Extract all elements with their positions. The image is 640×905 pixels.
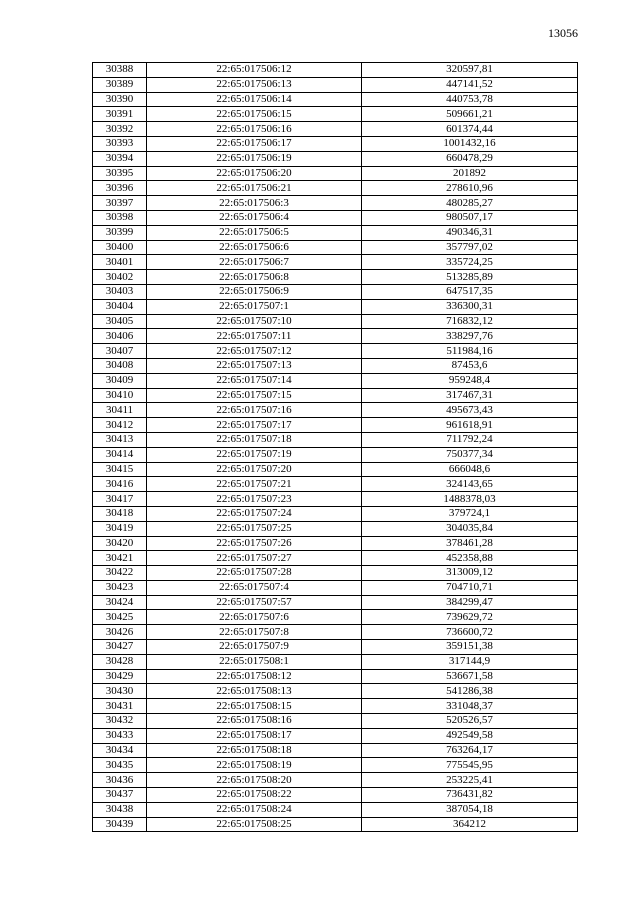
cadastral-number-cell: 22:65:017508:12 [147, 669, 362, 684]
table-body [93, 63, 578, 832]
cadastral-number-cell: 22:65:017507:12 [147, 344, 362, 359]
cadastral-number-cell: 22:65:017507:21 [147, 477, 362, 492]
table-row [93, 506, 578, 521]
value-cell: 359151,38 [362, 640, 578, 655]
table-row [93, 92, 578, 107]
row-index-cell: 30416 [93, 477, 147, 492]
value-cell: 647517,35 [362, 284, 578, 299]
value-cell: 492549,58 [362, 728, 578, 743]
value-cell: 541286,38 [362, 684, 578, 699]
table-row [93, 373, 578, 388]
cadastral-number-cell: 22:65:017508:13 [147, 684, 362, 699]
row-index-cell: 30437 [93, 788, 147, 803]
table-row [93, 314, 578, 329]
cadastral-number-cell: 22:65:017506:8 [147, 270, 362, 285]
value-cell: 509661,21 [362, 107, 578, 122]
value-cell: 324143,65 [362, 477, 578, 492]
table-row [93, 240, 578, 255]
row-index-cell: 30409 [93, 373, 147, 388]
row-index-cell: 30434 [93, 743, 147, 758]
value-cell: 440753,78 [362, 92, 578, 107]
cadastral-number-cell: 22:65:017507:20 [147, 462, 362, 477]
row-index-cell: 30418 [93, 506, 147, 521]
row-index-cell: 30430 [93, 684, 147, 699]
table-row [93, 492, 578, 507]
row-index-cell: 30411 [93, 403, 147, 418]
table-row [93, 210, 578, 225]
table-row [93, 566, 578, 581]
cadastral-number-cell: 22:65:017507:15 [147, 388, 362, 403]
row-index-cell: 30429 [93, 669, 147, 684]
row-index-cell: 30403 [93, 284, 147, 299]
cadastral-number-cell: 22:65:017506:17 [147, 136, 362, 151]
cadastral-number-cell: 22:65:017507:26 [147, 536, 362, 551]
row-index-cell: 30390 [93, 92, 147, 107]
table-row [93, 521, 578, 536]
row-index-cell: 30388 [93, 63, 147, 78]
cadastral-number-cell: 22:65:017506:12 [147, 63, 362, 78]
cadastral-number-cell: 22:65:017508:25 [147, 817, 362, 832]
value-cell: 775545,95 [362, 758, 578, 773]
row-index-cell: 30413 [93, 432, 147, 447]
value-cell: 447141,52 [362, 77, 578, 92]
row-index-cell: 30392 [93, 122, 147, 137]
row-index-cell: 30389 [93, 77, 147, 92]
cadastral-number-cell: 22:65:017508:1 [147, 654, 362, 669]
value-cell: 378461,28 [362, 536, 578, 551]
table-row [93, 403, 578, 418]
value-cell: 750377,34 [362, 447, 578, 462]
table-row [93, 63, 578, 78]
row-index-cell: 30399 [93, 225, 147, 240]
row-index-cell: 30414 [93, 447, 147, 462]
value-cell: 1001432,16 [362, 136, 578, 151]
row-index-cell: 30400 [93, 240, 147, 255]
table-row [93, 77, 578, 92]
cadastral-number-cell: 22:65:017507:13 [147, 358, 362, 373]
value-cell: 736431,82 [362, 788, 578, 803]
cadastral-number-cell: 22:65:017506:4 [147, 210, 362, 225]
row-index-cell: 30398 [93, 210, 147, 225]
table-row [93, 743, 578, 758]
cadastral-number-cell: 22:65:017506:9 [147, 284, 362, 299]
row-index-cell: 30431 [93, 699, 147, 714]
table-row [93, 580, 578, 595]
table-row [93, 181, 578, 196]
table-row [93, 477, 578, 492]
value-cell: 335724,25 [362, 255, 578, 270]
table-row [93, 817, 578, 832]
value-cell: 536671,58 [362, 669, 578, 684]
table-row [93, 714, 578, 729]
row-index-cell: 30439 [93, 817, 147, 832]
value-cell: 480285,27 [362, 196, 578, 211]
value-cell: 961618,91 [362, 418, 578, 433]
row-index-cell: 30424 [93, 595, 147, 610]
value-cell: 666048,6 [362, 462, 578, 477]
value-cell: 364212 [362, 817, 578, 832]
value-cell: 736600,72 [362, 625, 578, 640]
table-row [93, 625, 578, 640]
cadastral-number-cell: 22:65:017506:16 [147, 122, 362, 137]
row-index-cell: 30417 [93, 492, 147, 507]
table-row [93, 640, 578, 655]
row-index-cell: 30395 [93, 166, 147, 181]
cadastral-number-cell: 22:65:017507:28 [147, 566, 362, 581]
row-index-cell: 30394 [93, 151, 147, 166]
value-cell: 490346,31 [362, 225, 578, 240]
page-number: 13056 [548, 26, 578, 40]
cadastral-number-cell: 22:65:017507:57 [147, 595, 362, 610]
table-row [93, 299, 578, 314]
cadastral-number-cell: 22:65:017506:20 [147, 166, 362, 181]
table-row [93, 610, 578, 625]
cadastral-number-cell: 22:65:017507:16 [147, 403, 362, 418]
table-row [93, 418, 578, 433]
table-row [93, 225, 578, 240]
value-cell: 495673,43 [362, 403, 578, 418]
row-index-cell: 30412 [93, 418, 147, 433]
row-index-cell: 30426 [93, 625, 147, 640]
value-cell: 87453,6 [362, 358, 578, 373]
value-cell: 511984,16 [362, 344, 578, 359]
value-cell: 387054,18 [362, 802, 578, 817]
cadastral-number-cell: 22:65:017506:21 [147, 181, 362, 196]
cadastral-number-cell: 22:65:017507:25 [147, 521, 362, 536]
cadastral-number-cell: 22:65:017508:15 [147, 699, 362, 714]
value-cell: 704710,71 [362, 580, 578, 595]
cadastral-number-cell: 22:65:017507:14 [147, 373, 362, 388]
cadastral-number-cell: 22:65:017506:3 [147, 196, 362, 211]
row-index-cell: 30401 [93, 255, 147, 270]
value-cell: 338297,76 [362, 329, 578, 344]
value-cell: 331048,37 [362, 699, 578, 714]
cadastral-number-cell: 22:65:017508:22 [147, 788, 362, 803]
table-row [93, 551, 578, 566]
cadastral-number-cell: 22:65:017507:18 [147, 432, 362, 447]
table-row [93, 136, 578, 151]
row-index-cell: 30410 [93, 388, 147, 403]
row-index-cell: 30393 [93, 136, 147, 151]
cadastral-value-table [92, 62, 578, 832]
cadastral-number-cell: 22:65:017508:16 [147, 714, 362, 729]
value-cell: 520526,57 [362, 714, 578, 729]
table-row [93, 388, 578, 403]
value-cell: 253225,41 [362, 773, 578, 788]
table-row [93, 669, 578, 684]
table-row [93, 447, 578, 462]
value-cell: 357797,02 [362, 240, 578, 255]
cadastral-number-cell: 22:65:017508:17 [147, 728, 362, 743]
table-row [93, 329, 578, 344]
cadastral-number-cell: 22:65:017506:15 [147, 107, 362, 122]
value-cell: 763264,17 [362, 743, 578, 758]
cadastral-number-cell: 22:65:017506:13 [147, 77, 362, 92]
row-index-cell: 30415 [93, 462, 147, 477]
cadastral-number-cell: 22:65:017506:5 [147, 225, 362, 240]
value-cell: 304035,84 [362, 521, 578, 536]
row-index-cell: 30435 [93, 758, 147, 773]
row-index-cell: 30419 [93, 521, 147, 536]
table-row [93, 654, 578, 669]
table-row [93, 284, 578, 299]
value-cell: 201892 [362, 166, 578, 181]
row-index-cell: 30425 [93, 610, 147, 625]
table-row [93, 107, 578, 122]
row-index-cell: 30436 [93, 773, 147, 788]
table-row [93, 536, 578, 551]
row-index-cell: 30423 [93, 580, 147, 595]
cadastral-number-cell: 22:65:017507:19 [147, 447, 362, 462]
row-index-cell: 30405 [93, 314, 147, 329]
value-cell: 317144,9 [362, 654, 578, 669]
value-cell: 980507,17 [362, 210, 578, 225]
cadastral-number-cell: 22:65:017508:24 [147, 802, 362, 817]
value-cell: 959248,4 [362, 373, 578, 388]
value-cell: 317467,31 [362, 388, 578, 403]
value-cell: 601374,44 [362, 122, 578, 137]
cadastral-number-cell: 22:65:017507:4 [147, 580, 362, 595]
row-index-cell: 30438 [93, 802, 147, 817]
value-cell: 278610,96 [362, 181, 578, 196]
cadastral-number-cell: 22:65:017507:1 [147, 299, 362, 314]
table-row [93, 462, 578, 477]
cadastral-number-cell: 22:65:017508:18 [147, 743, 362, 758]
row-index-cell: 30406 [93, 329, 147, 344]
row-index-cell: 30391 [93, 107, 147, 122]
table-row [93, 122, 578, 137]
cadastral-number-cell: 22:65:017506:14 [147, 92, 362, 107]
row-index-cell: 30420 [93, 536, 147, 551]
table-row [93, 773, 578, 788]
table-row [93, 802, 578, 817]
cadastral-number-cell: 22:65:017507:24 [147, 506, 362, 521]
table-row [93, 358, 578, 373]
value-cell: 660478,29 [362, 151, 578, 166]
value-cell: 716832,12 [362, 314, 578, 329]
table-row [93, 166, 578, 181]
value-cell: 336300,31 [362, 299, 578, 314]
row-index-cell: 30432 [93, 714, 147, 729]
cadastral-number-cell: 22:65:017508:19 [147, 758, 362, 773]
table-row [93, 255, 578, 270]
table-row [93, 270, 578, 285]
row-index-cell: 30422 [93, 566, 147, 581]
cadastral-number-cell: 22:65:017506:19 [147, 151, 362, 166]
row-index-cell: 30407 [93, 344, 147, 359]
cadastral-number-cell: 22:65:017506:6 [147, 240, 362, 255]
row-index-cell: 30428 [93, 654, 147, 669]
table-row [93, 196, 578, 211]
value-cell: 739629,72 [362, 610, 578, 625]
table-row [93, 595, 578, 610]
cadastral-number-cell: 22:65:017507:10 [147, 314, 362, 329]
row-index-cell: 30408 [93, 358, 147, 373]
cadastral-number-cell: 22:65:017507:11 [147, 329, 362, 344]
table-row [93, 758, 578, 773]
cadastral-number-cell: 22:65:017507:17 [147, 418, 362, 433]
cadastral-number-cell: 22:65:017507:27 [147, 551, 362, 566]
value-cell: 379724,1 [362, 506, 578, 521]
cadastral-number-cell: 22:65:017507:6 [147, 610, 362, 625]
row-index-cell: 30397 [93, 196, 147, 211]
cadastral-number-cell: 22:65:017507:9 [147, 640, 362, 655]
table-row [93, 684, 578, 699]
value-cell: 384299,47 [362, 595, 578, 610]
cadastral-number-cell: 22:65:017507:8 [147, 625, 362, 640]
table-row [93, 699, 578, 714]
value-cell: 1488378,03 [362, 492, 578, 507]
value-cell: 452358,88 [362, 551, 578, 566]
row-index-cell: 30396 [93, 181, 147, 196]
row-index-cell: 30404 [93, 299, 147, 314]
row-index-cell: 30402 [93, 270, 147, 285]
table-row [93, 344, 578, 359]
value-cell: 711792,24 [362, 432, 578, 447]
table-row [93, 151, 578, 166]
cadastral-number-cell: 22:65:017508:20 [147, 773, 362, 788]
cadastral-number-cell: 22:65:017506:7 [147, 255, 362, 270]
table-row [93, 432, 578, 447]
cadastral-number-cell: 22:65:017507:23 [147, 492, 362, 507]
table-row [93, 788, 578, 803]
row-index-cell: 30421 [93, 551, 147, 566]
value-cell: 513285,89 [362, 270, 578, 285]
table-row [93, 728, 578, 743]
value-cell: 313009,12 [362, 566, 578, 581]
row-index-cell: 30427 [93, 640, 147, 655]
value-cell: 320597,81 [362, 63, 578, 78]
row-index-cell: 30433 [93, 728, 147, 743]
